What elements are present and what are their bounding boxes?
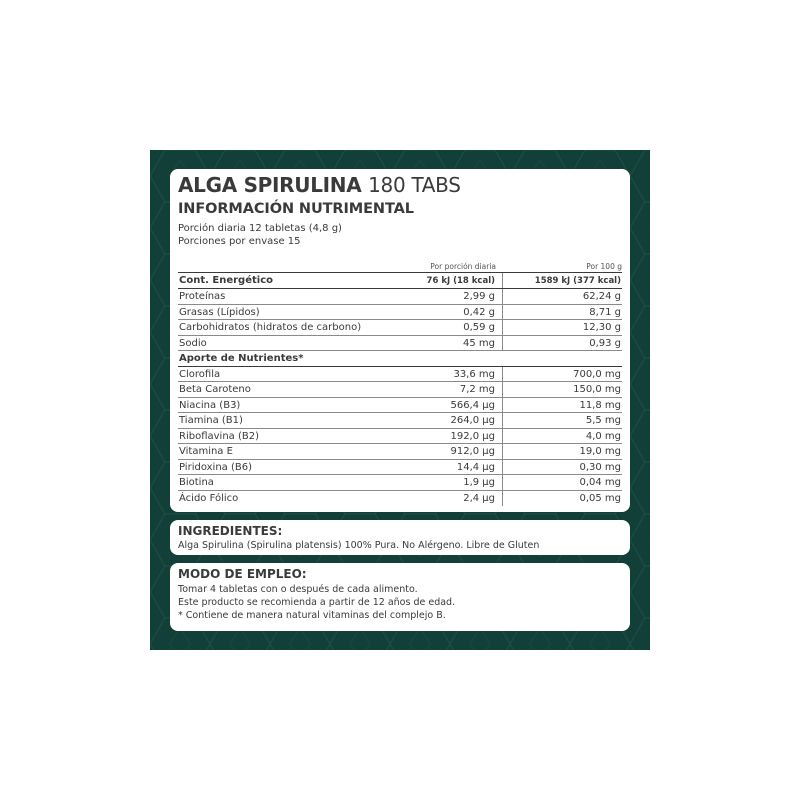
usage-line-1: Tomar 4 tabletas con o después de cada alimento.: [178, 584, 418, 595]
value-per-100g: 0,04 mg: [579, 477, 621, 488]
row-label: Grasas (Lípidos): [179, 306, 260, 318]
table-row-energy: [178, 272, 622, 289]
nutrition-subtitle: INFORMACIÓN NUTRIMENTAL: [178, 201, 414, 217]
value-per-100g: 0,93 g: [589, 337, 621, 349]
table-row: [178, 336, 622, 352]
value-per-serving: 0,59 g: [463, 322, 495, 333]
usage-title: MODO DE EMPLEO:: [178, 567, 307, 581]
label-panel: [150, 150, 650, 650]
column-divider: [502, 460, 503, 475]
row-label: Proteínas: [179, 291, 226, 302]
nutrition-table: [178, 272, 622, 506]
value-per-serving: 912,0 µg: [450, 446, 495, 457]
usage-line-3: * Contiene de manera natural vitaminas del complejo B.: [178, 610, 446, 621]
value-per-100g: 700,0 mg: [573, 368, 621, 380]
column-divider: [502, 475, 503, 490]
table-row: [178, 444, 622, 460]
value-per-serving: 76 kJ (18 kcal): [426, 276, 495, 286]
table-row: [178, 320, 622, 336]
value-per-serving: 45 mg: [463, 337, 495, 349]
servings-per-container: Porciones por envase 15: [178, 236, 301, 247]
value-per-100g: 4,0 mg: [585, 430, 621, 442]
table-row: [178, 491, 622, 507]
row-label: Sodio: [179, 337, 207, 349]
table-row-nutrients-header: [178, 351, 622, 367]
value-per-serving: 2,99 g: [463, 291, 495, 302]
ingredients-text: Alga Spirulina (Spirulina platensis) 100% Pura. No Alérgeno. Libre de Gluten: [178, 540, 540, 551]
column-header-per-100g: Por 100 g: [586, 262, 622, 271]
value-per-serving: 7,2 mg: [459, 384, 495, 395]
row-label: Riboflavina (B2): [179, 430, 259, 442]
serving-size: Porción diaria 12 tabletas (4,8 g): [178, 223, 342, 234]
product-title: [178, 173, 461, 197]
row-label: Vitamina E: [179, 446, 233, 457]
value-per-100g: 0,30 mg: [579, 461, 621, 473]
value-per-100g: 19,0 mg: [579, 446, 621, 457]
table-row: [178, 367, 622, 383]
table-row: [178, 475, 622, 491]
row-label: Piridoxina (B6): [179, 461, 253, 473]
nutrition-card: [170, 169, 630, 512]
usage-card: [170, 563, 630, 631]
row-label: Clorofila: [179, 368, 221, 380]
column-divider: [502, 398, 503, 413]
product-size: 180 TABS: [368, 173, 461, 197]
row-label: Tiamina (B1): [179, 415, 243, 426]
value-per-serving: 1,9 µg: [463, 477, 495, 488]
value-per-100g: 62,24 g: [582, 291, 621, 302]
column-divider: [502, 336, 503, 351]
column-divider: [502, 320, 503, 335]
ingredients-title: INGREDIENTES:: [178, 524, 283, 538]
product-name: ALGA SPIRULINA: [178, 173, 362, 197]
table-row: [178, 429, 622, 445]
value-per-100g: 0,05 mg: [579, 492, 621, 504]
value-per-100g: 5,5 mg: [585, 415, 621, 426]
value-per-100g: 11,8 mg: [579, 399, 621, 411]
value-per-serving: 2,4 µg: [463, 492, 495, 504]
value-per-serving: 566,4 µg: [450, 399, 495, 411]
row-label: Ácido Fólico: [179, 492, 239, 504]
column-divider: [502, 367, 503, 382]
row-label: Niacina (B3): [179, 399, 241, 411]
value-per-100g: 8,71 g: [589, 306, 621, 318]
value-per-serving: 0,42 g: [463, 306, 495, 318]
column-divider: [502, 444, 503, 459]
table-row: [178, 382, 622, 398]
value-per-100g: 1589 kJ (377 kcal): [534, 276, 621, 286]
column-divider: [502, 289, 503, 304]
table-row: [178, 398, 622, 414]
column-divider: [502, 382, 503, 397]
row-label: Carbohidratos (hidratos de carbono): [179, 322, 362, 333]
row-label: Cont. Energético: [179, 275, 273, 286]
value-per-serving: 192,0 µg: [450, 430, 495, 442]
row-label: Biotina: [179, 477, 214, 488]
usage-line-2: Este producto se recomienda a partir de 12 años de edad.: [178, 597, 456, 608]
column-divider: [502, 305, 503, 320]
table-row: [178, 413, 622, 429]
column-divider: [502, 273, 503, 288]
column-divider: [502, 429, 503, 444]
value-per-serving: 14,4 µg: [456, 461, 495, 473]
column-divider: [502, 413, 503, 428]
column-divider: [502, 491, 503, 507]
row-label: Beta Caroteno: [179, 384, 251, 395]
section-label: Aporte de Nutrientes*: [179, 353, 304, 364]
value-per-100g: 12,30 g: [582, 322, 621, 333]
value-per-serving: 33,6 mg: [453, 368, 495, 380]
table-row: [178, 305, 622, 321]
table-row: [178, 460, 622, 476]
value-per-serving: 264,0 µg: [450, 415, 495, 426]
table-row: [178, 289, 622, 305]
value-per-100g: 150,0 mg: [573, 384, 621, 395]
ingredients-card: [170, 520, 630, 555]
column-header-per-serving: Por porción diaria: [430, 262, 496, 271]
